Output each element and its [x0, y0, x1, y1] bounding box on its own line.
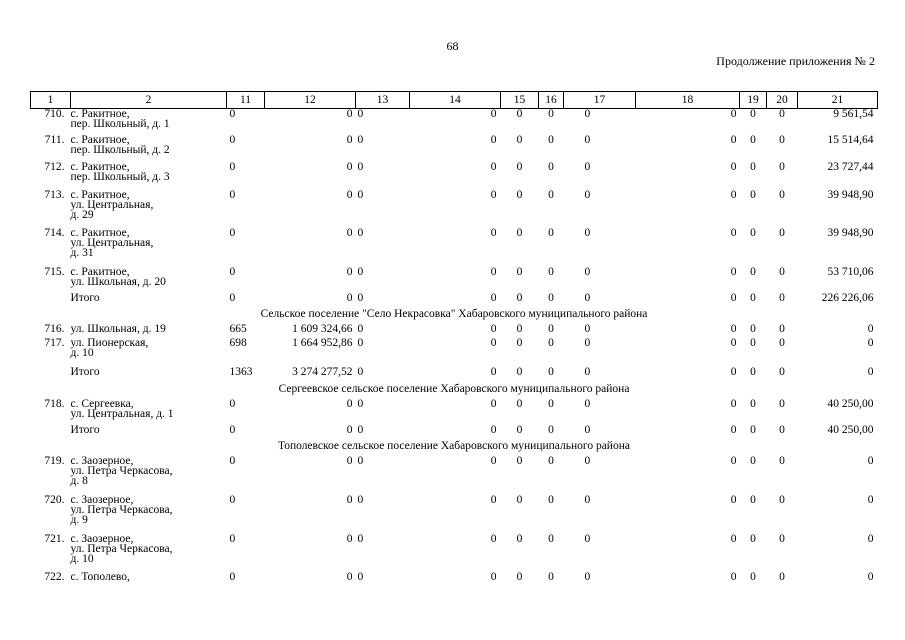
value-cell-19: 0 [750, 423, 756, 436]
value-cell-16: 0 [548, 160, 554, 173]
table-row [31, 135, 878, 162]
address-cell: ул. Школьная, д. 19 [70, 322, 166, 335]
value-cell-20: 0 [779, 336, 785, 349]
value-cell-16: 0 [548, 188, 554, 201]
value-cell-18: 0 [730, 397, 737, 410]
value-cell-16: 0 [548, 570, 554, 583]
header-cell: 19 [740, 92, 767, 109]
address-cell: с. Тополево, [70, 570, 130, 583]
value-cell-20: 0 [779, 108, 785, 120]
table-row [31, 324, 878, 338]
value-cell-13: 0 [357, 133, 364, 146]
value-cell-14: 0 [490, 397, 497, 410]
value-cell-19: 0 [750, 322, 756, 335]
value-cell-21: 0 [867, 454, 874, 467]
value-cell-21: 0 [867, 532, 874, 545]
value-cell-17: 0 [584, 133, 591, 146]
section-heading-row [31, 384, 878, 399]
value-cell-19: 0 [750, 226, 756, 239]
value-cell-15: 0 [516, 108, 523, 120]
value-cell-14: 0 [490, 188, 497, 201]
value-cell-18: 0 [730, 570, 737, 583]
data-table [30, 91, 878, 586]
value-cell-12: 0 [346, 454, 353, 467]
value-cell-21: 0 [867, 365, 874, 378]
value-cell-15: 0 [516, 454, 523, 467]
value-cell-21: 40 250,00 [827, 423, 874, 436]
value-cell-12: 0 [346, 423, 353, 436]
value-cell-19: 0 [750, 570, 756, 583]
value-cell-21: 9 561,54 [833, 108, 874, 120]
value-cell-11: 665 [229, 322, 247, 335]
value-cell-13: 0 [357, 322, 364, 335]
value-cell-17: 0 [584, 365, 591, 378]
value-cell-13: 0 [357, 493, 364, 506]
value-cell-13: 0 [357, 108, 364, 120]
value-cell-21: 0 [867, 493, 874, 506]
value-cell-17: 0 [584, 423, 591, 436]
table-row [31, 495, 878, 534]
value-cell-15: 0 [516, 570, 523, 583]
row-number: 716. [44, 322, 65, 335]
value-cell-13: 0 [357, 160, 364, 173]
value-cell-11: 0 [229, 226, 236, 239]
section-heading-row [31, 441, 878, 456]
header-cell: 16 [539, 92, 564, 109]
page-number: 68 [446, 39, 459, 53]
value-cell-17: 0 [584, 291, 591, 304]
value-cell-17: 0 [584, 493, 591, 506]
row-number: 711. [44, 133, 65, 146]
value-cell-15: 0 [516, 160, 523, 173]
header-cell: 21 [798, 92, 878, 109]
value-cell-14: 0 [490, 493, 497, 506]
value-cell-20: 0 [779, 322, 785, 335]
value-cell-14: 0 [490, 160, 497, 173]
value-cell-14: 0 [490, 133, 497, 146]
section-heading: Сергеевское сельское поселение Хабаровского муниципального района [278, 382, 630, 395]
row-number: 718. [44, 397, 65, 410]
value-cell-14: 0 [490, 365, 497, 378]
value-cell-18: 0 [730, 532, 737, 545]
value-cell-18: 0 [730, 322, 737, 335]
row-number [31, 367, 71, 384]
value-cell-15: 0 [516, 291, 523, 304]
value-cell-14: 0 [490, 226, 497, 239]
value-cell-18: 0 [730, 365, 737, 378]
value-cell-21: 39 948,90 [827, 188, 874, 201]
value-cell-11: 0 [229, 532, 236, 545]
value-cell-20: 0 [779, 493, 785, 506]
row-number: 720. [44, 493, 65, 506]
value-cell-11: 0 [229, 291, 236, 304]
value-cell-13: 0 [357, 532, 364, 545]
header-cell: 1 [31, 92, 71, 109]
value-cell-12: 0 [346, 397, 353, 410]
value-cell-16: 0 [548, 365, 554, 378]
header-cell: 13 [356, 92, 410, 109]
value-cell-20: 0 [779, 397, 785, 410]
value-cell-16: 0 [548, 133, 554, 146]
value-cell-19: 0 [750, 336, 756, 349]
value-cell-12: 1 664 952,86 [292, 336, 353, 349]
table-row [31, 190, 878, 228]
header-cell: 17 [564, 92, 636, 109]
address-cell: с. Ракитное, ул. Школьная, д. 20 [70, 265, 166, 288]
table-row [31, 338, 878, 367]
row-number: 713. [44, 188, 65, 201]
address-cell: с. Заозерное, ул. Петра Черкасова, д. 10 [70, 532, 173, 565]
total-label: Итого [70, 423, 100, 436]
value-cell-13: 0 [357, 570, 364, 583]
value-cell-11: 0 [229, 423, 236, 436]
value-cell-13: 0 [357, 188, 364, 201]
value-cell-18: 0 [730, 160, 737, 173]
section-heading: Тополевское сельское поселение Хабаровского муниципального района [278, 439, 630, 452]
header-row [31, 92, 878, 109]
value-cell-18: 0 [730, 493, 737, 506]
value-cell-21: 226 226,06 [821, 291, 874, 304]
total-row [31, 293, 878, 309]
value-cell-18: 0 [730, 454, 737, 467]
value-cell-19: 0 [750, 532, 756, 545]
address-cell: с. Сергеевка, ул. Центральная, д. 1 [70, 397, 174, 420]
table-row [31, 399, 878, 425]
value-cell-18: 0 [730, 265, 737, 278]
value-cell-20: 0 [779, 570, 785, 583]
value-cell-12: 0 [346, 133, 353, 146]
value-cell-16: 0 [548, 291, 554, 304]
header-cell: 20 [767, 92, 798, 109]
value-cell-20: 0 [779, 226, 785, 239]
address-cell: с. Заозерное, ул. Петра Черкасова, д. 9 [70, 493, 173, 526]
value-cell-20: 0 [779, 160, 785, 173]
value-cell-18: 0 [730, 336, 737, 349]
total-row [31, 367, 878, 384]
value-cell-21: 15 514,64 [827, 133, 874, 146]
row-number: 719. [44, 454, 65, 467]
value-cell-11: 0 [229, 108, 236, 120]
value-cell-20: 0 [779, 188, 785, 201]
total-label: Итого [70, 365, 100, 378]
value-cell-15: 0 [516, 188, 523, 201]
value-cell-12: 0 [346, 265, 353, 278]
value-cell-12: 0 [346, 493, 353, 506]
value-cell-13: 0 [357, 265, 364, 278]
address-cell: ул. Пионерская, д. 10 [70, 336, 149, 359]
value-cell-17: 0 [584, 454, 591, 467]
row-number: 712. [44, 160, 65, 173]
value-cell-21: 0 [867, 322, 874, 335]
value-cell-15: 0 [516, 336, 523, 349]
row-number: 714. [44, 226, 65, 239]
value-cell-18: 0 [730, 423, 737, 436]
value-cell-21: 39 948,90 [827, 226, 874, 239]
value-cell-13: 0 [357, 454, 364, 467]
value-cell-19: 0 [750, 108, 756, 120]
value-cell-12: 0 [346, 570, 353, 583]
value-cell-13: 0 [357, 365, 364, 378]
value-cell-11: 698 [229, 336, 247, 349]
value-cell-12: 1 609 324,66 [292, 322, 353, 335]
value-cell-17: 0 [584, 532, 591, 545]
section-heading-row [31, 309, 878, 324]
value-cell-19: 0 [750, 454, 756, 467]
value-cell-12: 0 [346, 160, 353, 173]
value-cell-11: 0 [229, 160, 236, 173]
value-cell-17: 0 [584, 160, 591, 173]
header-cell: 15 [501, 92, 539, 109]
value-cell-16: 0 [548, 226, 554, 239]
value-cell-15: 0 [516, 322, 523, 335]
value-cell-14: 0 [490, 265, 497, 278]
value-cell-18: 0 [730, 133, 737, 146]
value-cell-15: 0 [516, 365, 523, 378]
value-cell-16: 0 [548, 423, 554, 436]
value-cell-16: 0 [548, 493, 554, 506]
value-cell-20: 0 [779, 454, 785, 467]
value-cell-16: 0 [548, 322, 554, 335]
value-cell-11: 0 [229, 493, 236, 506]
address-cell: с. Ракитное, ул. Центральная, д. 29 [70, 188, 154, 221]
value-cell-13: 0 [357, 291, 364, 304]
table-row [31, 534, 878, 572]
value-cell-17: 0 [584, 570, 591, 583]
value-cell-14: 0 [490, 108, 497, 120]
value-cell-11: 0 [229, 265, 236, 278]
value-cell-18: 0 [730, 108, 737, 120]
value-cell-20: 0 [779, 265, 785, 278]
section-heading: Сельское поселение "Село Некрасовка" Хабаровского муниципального района [260, 307, 648, 320]
value-cell-14: 0 [490, 322, 497, 335]
value-cell-15: 0 [516, 133, 523, 146]
value-cell-21: 40 250,00 [827, 397, 874, 410]
value-cell-17: 0 [584, 188, 591, 201]
value-cell-16: 0 [548, 454, 554, 467]
value-cell-12: 0 [346, 226, 353, 239]
value-cell-11: 1363 [229, 365, 253, 378]
row-number: 722. [44, 570, 65, 583]
value-cell-18: 0 [730, 188, 737, 201]
value-cell-20: 0 [779, 365, 785, 378]
value-cell-19: 0 [750, 188, 756, 201]
value-cell-21: 0 [867, 570, 874, 583]
value-cell-12: 0 [346, 188, 353, 201]
value-cell-14: 0 [490, 336, 497, 349]
table-row [31, 572, 878, 586]
value-cell-19: 0 [750, 493, 756, 506]
table-row [31, 456, 878, 495]
value-cell-11: 0 [229, 397, 236, 410]
value-cell-20: 0 [779, 133, 785, 146]
value-cell-17: 0 [584, 397, 591, 410]
value-cell-19: 0 [750, 291, 756, 304]
header-cell: 12 [265, 92, 356, 109]
value-cell-11: 0 [229, 454, 236, 467]
value-cell-14: 0 [490, 423, 497, 436]
value-cell-19: 0 [750, 397, 756, 410]
value-cell-13: 0 [357, 336, 364, 349]
row-number: 715. [44, 265, 65, 278]
row-number: 717. [44, 336, 65, 349]
value-cell-19: 0 [750, 133, 756, 146]
value-cell-15: 0 [516, 423, 523, 436]
address-cell: с. Ракитное, пер. Школьный, д. 3 [70, 160, 170, 183]
value-cell-16: 0 [548, 397, 554, 410]
table-row [31, 267, 878, 293]
value-cell-12: 0 [346, 291, 353, 304]
value-cell-13: 0 [357, 397, 364, 410]
value-cell-14: 0 [490, 454, 497, 467]
value-cell-19: 0 [750, 365, 756, 378]
row-number [31, 293, 71, 309]
value-cell-20: 0 [779, 532, 785, 545]
value-cell-16: 0 [548, 108, 554, 120]
value-cell-15: 0 [516, 226, 523, 239]
value-cell-21: 23 727,44 [827, 160, 874, 173]
row-number: 710. [44, 108, 65, 120]
table-row [31, 162, 878, 190]
total-label: Итого [70, 291, 100, 304]
value-cell-17: 0 [584, 336, 591, 349]
table-row [31, 228, 878, 267]
value-cell-14: 0 [490, 570, 497, 583]
value-cell-20: 0 [779, 291, 785, 304]
value-cell-16: 0 [548, 532, 554, 545]
value-cell-11: 0 [229, 188, 236, 201]
value-cell-13: 0 [357, 423, 364, 436]
value-cell-17: 0 [584, 226, 591, 239]
value-cell-15: 0 [516, 265, 523, 278]
header-cell: 2 [71, 92, 227, 109]
value-cell-15: 0 [516, 493, 523, 506]
value-cell-16: 0 [548, 265, 554, 278]
value-cell-20: 0 [779, 423, 785, 436]
header-cell: 14 [410, 92, 501, 109]
address-cell: с. Заозерное, ул. Петра Черкасова, д. 8 [70, 454, 173, 487]
table-body [31, 109, 878, 586]
value-cell-12: 0 [346, 532, 353, 545]
value-cell-18: 0 [730, 291, 737, 304]
address-cell: с. Ракитное, пер. Школьный, д. 2 [70, 133, 170, 156]
value-cell-19: 0 [750, 160, 756, 173]
value-cell-21: 53 710,06 [827, 265, 874, 278]
value-cell-15: 0 [516, 397, 523, 410]
continuation-label: Продолжение приложения № 2 [716, 54, 875, 68]
value-cell-15: 0 [516, 532, 523, 545]
value-cell-12: 3 274 277,52 [292, 365, 353, 378]
value-cell-12: 0 [346, 108, 353, 120]
row-number [31, 425, 71, 441]
value-cell-14: 0 [490, 532, 497, 545]
value-cell-18: 0 [730, 226, 737, 239]
value-cell-14: 0 [490, 291, 497, 304]
value-cell-17: 0 [584, 108, 591, 120]
row-number: 721. [44, 532, 65, 545]
header-cell: 18 [636, 92, 740, 109]
address-cell: с. Ракитное, ул. Центральная, д. 31 [70, 226, 154, 259]
table-row [31, 109, 878, 135]
total-row [31, 425, 878, 441]
value-cell-16: 0 [548, 336, 554, 349]
value-cell-17: 0 [584, 322, 591, 335]
value-cell-17: 0 [584, 265, 591, 278]
value-cell-19: 0 [750, 265, 756, 278]
value-cell-11: 0 [229, 133, 236, 146]
value-cell-21: 0 [867, 336, 874, 349]
address-cell: с. Ракитное, пер. Школьный, д. 1 [70, 108, 170, 130]
value-cell-13: 0 [357, 226, 364, 239]
header-cell: 11 [227, 92, 265, 109]
value-cell-11: 0 [229, 570, 236, 583]
